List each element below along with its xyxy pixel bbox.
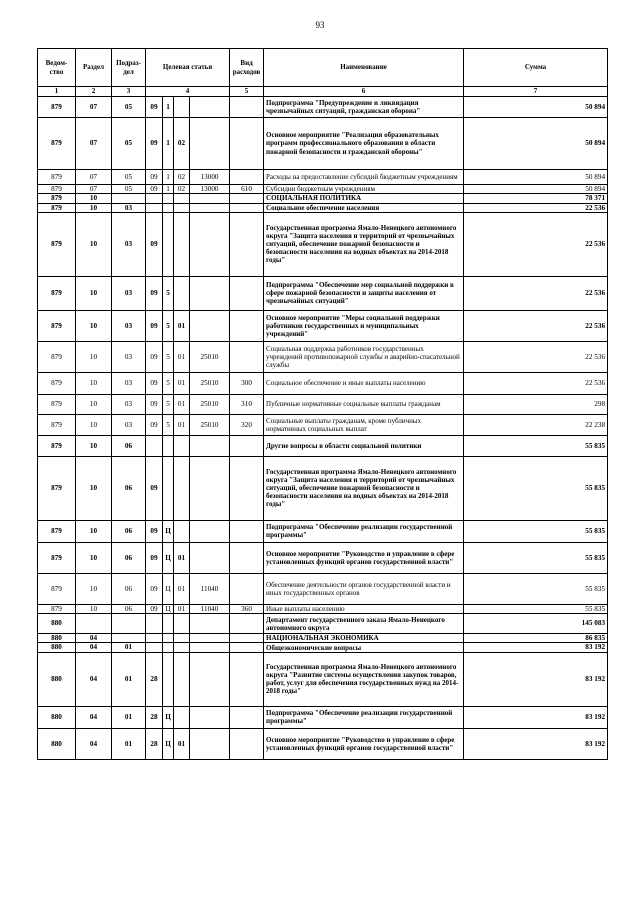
razdel-cell xyxy=(76,614,112,634)
sum-cell: 22 536 xyxy=(464,203,608,212)
target-subprogram-cell xyxy=(163,456,174,520)
target-direction-cell xyxy=(190,435,230,456)
name-cell: Социальное обеспечение и иные выплаты населению xyxy=(264,372,464,394)
sum-cell: 83 192 xyxy=(464,652,608,706)
name-cell: Публичные нормативные социальные выплаты гражданам xyxy=(264,394,464,414)
table-row xyxy=(38,614,608,634)
target-measure-cell xyxy=(174,97,190,118)
podrazdel-cell: 06 xyxy=(112,456,146,520)
name-cell: Другие вопросы в области социальной политики xyxy=(264,435,464,456)
target-subprogram-cell: Ц xyxy=(163,604,174,613)
target-direction-cell xyxy=(190,276,230,310)
header-sum: Сумма xyxy=(464,49,608,87)
podrazdel-cell: 05 xyxy=(112,118,146,170)
name-cell: Основное мероприятие "Реализация образовательных программ профессионального образования в области пожарной безопасности и гражданской обороны" xyxy=(264,118,464,170)
podrazdel-cell xyxy=(112,614,146,634)
sum-cell: 55 835 xyxy=(464,542,608,573)
target-measure-cell xyxy=(174,456,190,520)
table-row xyxy=(38,414,608,435)
table-row xyxy=(38,276,608,310)
sum-cell: 86 835 xyxy=(464,634,608,643)
vedomstvo-cell: 879 xyxy=(38,310,76,341)
target-measure-cell xyxy=(174,643,190,652)
razdel-cell: 07 xyxy=(76,170,112,185)
name-cell: Расходы на предоставление субсидий бюджетным учреждениям xyxy=(264,170,464,185)
razdel-cell: 04 xyxy=(76,728,112,759)
razdel-cell: 07 xyxy=(76,185,112,194)
vedomstvo-cell: 880 xyxy=(38,706,76,728)
name-cell: Подпрограмма "Обеспечение мер социальной поддержки в сфере пожарной безопасности и защиты населения от чрезвычайных ситуаций" xyxy=(264,276,464,310)
index-cell: 3 xyxy=(112,87,146,97)
target-program-cell: 09 xyxy=(146,118,163,170)
vid-cell xyxy=(230,276,264,310)
razdel-cell: 10 xyxy=(76,604,112,613)
target-subprogram-cell: 5 xyxy=(163,310,174,341)
target-direction-cell: 25010 xyxy=(190,394,230,414)
name-cell: Основное мероприятие "Руководство и управление в сфере установленных функций органов государственной власти" xyxy=(264,542,464,573)
sum-cell: 298 xyxy=(464,394,608,414)
vid-cell xyxy=(230,520,264,542)
name-cell: Социальная поддержка работников государственных учреждений противопожарной службы и аварийно-спасательной службы xyxy=(264,341,464,372)
target-subprogram-cell: Ц xyxy=(163,542,174,573)
name-cell: Общеэкономические вопросы xyxy=(264,643,464,652)
vedomstvo-cell: 879 xyxy=(38,435,76,456)
table-row xyxy=(38,212,608,276)
vedomstvo-cell: 880 xyxy=(38,728,76,759)
target-subprogram-cell: Ц xyxy=(163,728,174,759)
razdel-cell: 10 xyxy=(76,310,112,341)
razdel-cell: 10 xyxy=(76,520,112,542)
table-row xyxy=(38,573,608,604)
vedomstvo-cell: 879 xyxy=(38,573,76,604)
target-measure-cell xyxy=(174,614,190,634)
table-row xyxy=(38,170,608,185)
vid-cell xyxy=(230,652,264,706)
podrazdel-cell: 03 xyxy=(112,372,146,394)
vid-cell xyxy=(230,542,264,573)
vedomstvo-cell: 879 xyxy=(38,212,76,276)
razdel-cell: 10 xyxy=(76,341,112,372)
header-podrazdel: Подраз- дел xyxy=(112,49,146,87)
name-cell: СОЦИАЛЬНАЯ ПОЛИТИКА xyxy=(264,194,464,203)
target-subprogram-cell: 1 xyxy=(163,185,174,194)
target-program-cell xyxy=(146,634,163,643)
table-row xyxy=(38,634,608,643)
target-program-cell xyxy=(146,643,163,652)
name-cell: Департамент государственного заказа Ямало-Ненецкого автономного округа xyxy=(264,614,464,634)
vid-cell xyxy=(230,310,264,341)
target-measure-cell: 01 xyxy=(174,394,190,414)
target-measure-cell: 01 xyxy=(174,604,190,613)
target-direction-cell xyxy=(190,728,230,759)
target-direction-cell xyxy=(190,634,230,643)
podrazdel-cell: 03 xyxy=(112,203,146,212)
vedomstvo-cell: 879 xyxy=(38,341,76,372)
name-cell: Государственная программа Ямало-Ненецкого автономного округа "Развитие системы осуществления закупок товаров, работ, услуг для обеспечения государственных нужд на 2014-2018 годы" xyxy=(264,652,464,706)
target-subprogram-cell xyxy=(163,643,174,652)
razdel-cell: 10 xyxy=(76,456,112,520)
table-row xyxy=(38,456,608,520)
name-cell: Социальные выплаты гражданам, кроме публичных нормативных социальных выплат xyxy=(264,414,464,435)
target-direction-cell xyxy=(190,97,230,118)
target-measure-cell xyxy=(174,652,190,706)
target-program-cell xyxy=(146,435,163,456)
razdel-cell: 10 xyxy=(76,542,112,573)
vedomstvo-cell: 880 xyxy=(38,634,76,643)
sum-cell: 55 835 xyxy=(464,573,608,604)
razdel-cell: 10 xyxy=(76,276,112,310)
razdel-cell: 04 xyxy=(76,652,112,706)
sum-cell: 55 835 xyxy=(464,435,608,456)
razdel-cell: 04 xyxy=(76,634,112,643)
target-program-cell xyxy=(146,194,163,203)
table-row xyxy=(38,203,608,212)
target-direction-cell xyxy=(190,542,230,573)
target-measure-cell: 02 xyxy=(174,185,190,194)
target-direction-cell xyxy=(190,520,230,542)
sum-cell: 83 192 xyxy=(464,706,608,728)
target-subprogram-cell: 1 xyxy=(163,118,174,170)
table-row xyxy=(38,118,608,170)
vedomstvo-cell: 879 xyxy=(38,456,76,520)
header-name: Наименование xyxy=(264,49,464,87)
name-cell: Подпрограмма "Обеспечение реализации государственной программы" xyxy=(264,520,464,542)
target-subprogram-cell: 5 xyxy=(163,341,174,372)
name-cell: Подпрограмма "Предупреждение и ликвидация чрезвычайных ситуаций, гражданская оборона" xyxy=(264,97,464,118)
podrazdel-cell xyxy=(112,634,146,643)
vid-cell xyxy=(230,614,264,634)
index-cell: 7 xyxy=(464,87,608,97)
vid-cell xyxy=(230,435,264,456)
target-measure-cell xyxy=(174,520,190,542)
vid-cell xyxy=(230,728,264,759)
sum-cell: 50 894 xyxy=(464,97,608,118)
index-cell: 5 xyxy=(230,87,264,97)
target-subprogram-cell: 5 xyxy=(163,372,174,394)
target-measure-cell: 01 xyxy=(174,542,190,573)
target-program-cell: 28 xyxy=(146,728,163,759)
podrazdel-cell: 06 xyxy=(112,573,146,604)
sum-cell: 50 894 xyxy=(464,185,608,194)
target-program-cell: 09 xyxy=(146,573,163,604)
table-row xyxy=(38,394,608,414)
podrazdel-cell: 03 xyxy=(112,212,146,276)
target-direction-cell: 13000 xyxy=(190,185,230,194)
target-measure-cell xyxy=(174,435,190,456)
razdel-cell: 07 xyxy=(76,118,112,170)
vedomstvo-cell: 879 xyxy=(38,170,76,185)
target-direction-cell: 25010 xyxy=(190,372,230,394)
table-row xyxy=(38,194,608,203)
razdel-cell: 10 xyxy=(76,212,112,276)
table-row xyxy=(38,643,608,652)
podrazdel-cell: 03 xyxy=(112,310,146,341)
vedomstvo-cell: 879 xyxy=(38,414,76,435)
table-row xyxy=(38,520,608,542)
razdel-cell: 04 xyxy=(76,706,112,728)
sum-cell: 55 835 xyxy=(464,604,608,613)
table-row xyxy=(38,310,608,341)
target-direction-cell xyxy=(190,194,230,203)
target-subprogram-cell: 5 xyxy=(163,276,174,310)
razdel-cell: 10 xyxy=(76,372,112,394)
podrazdel-cell: 06 xyxy=(112,520,146,542)
target-subprogram-cell xyxy=(163,435,174,456)
podrazdel-cell: 03 xyxy=(112,276,146,310)
target-measure-cell xyxy=(174,276,190,310)
target-direction-cell: 13000 xyxy=(190,170,230,185)
razdel-cell: 10 xyxy=(76,573,112,604)
target-direction-cell xyxy=(190,652,230,706)
podrazdel-cell: 06 xyxy=(112,542,146,573)
target-direction-cell: 11040 xyxy=(190,573,230,604)
index-cell: 6 xyxy=(264,87,464,97)
vid-cell xyxy=(230,573,264,604)
razdel-cell: 07 xyxy=(76,97,112,118)
index-cell: 1 xyxy=(38,87,76,97)
header-vedomstvo: Ведом- ство xyxy=(38,49,76,87)
podrazdel-cell: 05 xyxy=(112,170,146,185)
vid-cell: 300 xyxy=(230,372,264,394)
target-direction-cell xyxy=(190,203,230,212)
vedomstvo-cell: 879 xyxy=(38,276,76,310)
vid-cell: 610 xyxy=(230,185,264,194)
target-direction-cell: 11040 xyxy=(190,604,230,613)
razdel-cell: 10 xyxy=(76,194,112,203)
target-direction-cell xyxy=(190,643,230,652)
target-program-cell: 09 xyxy=(146,604,163,613)
vedomstvo-cell: 879 xyxy=(38,394,76,414)
target-direction-cell: 25010 xyxy=(190,414,230,435)
target-measure-cell xyxy=(174,203,190,212)
table-row xyxy=(38,435,608,456)
target-subprogram-cell xyxy=(163,203,174,212)
name-cell: Государственная программа Ямало-Ненецкого автономного округа "Защита населения и территорий от чрезвычайных ситуаций, обеспечение пожарной безопасности и безопасности населения на водных объектах на 2014-2018 годы" xyxy=(264,456,464,520)
vedomstvo-cell: 880 xyxy=(38,643,76,652)
sum-cell: 78 371 xyxy=(464,194,608,203)
sum-cell: 22 536 xyxy=(464,372,608,394)
target-program-cell: 09 xyxy=(146,414,163,435)
target-program-cell: 09 xyxy=(146,341,163,372)
vid-cell xyxy=(230,706,264,728)
target-program-cell xyxy=(146,614,163,634)
target-direction-cell xyxy=(190,212,230,276)
sum-cell: 55 835 xyxy=(464,456,608,520)
target-measure-cell: 01 xyxy=(174,372,190,394)
podrazdel-cell: 03 xyxy=(112,341,146,372)
header-razdel: Раздел xyxy=(76,49,112,87)
table-row xyxy=(38,341,608,372)
vid-cell: 360 xyxy=(230,604,264,613)
target-subprogram-cell xyxy=(163,652,174,706)
target-direction-cell: 25010 xyxy=(190,341,230,372)
vid-cell xyxy=(230,341,264,372)
vid-cell xyxy=(230,203,264,212)
razdel-cell: 10 xyxy=(76,203,112,212)
sum-cell: 55 835 xyxy=(464,520,608,542)
table-row xyxy=(38,97,608,118)
sum-cell: 22 536 xyxy=(464,341,608,372)
target-program-cell: 09 xyxy=(146,456,163,520)
sum-cell: 22 238 xyxy=(464,414,608,435)
target-program-cell: 28 xyxy=(146,706,163,728)
target-measure-cell: 02 xyxy=(174,170,190,185)
podrazdel-cell xyxy=(112,194,146,203)
target-direction-cell xyxy=(190,310,230,341)
vid-cell xyxy=(230,97,264,118)
vid-cell xyxy=(230,170,264,185)
table-row xyxy=(38,728,608,759)
vid-cell xyxy=(230,634,264,643)
table-row xyxy=(38,652,608,706)
index-row xyxy=(38,87,608,97)
target-subprogram-cell: 1 xyxy=(163,170,174,185)
vid-cell xyxy=(230,118,264,170)
target-subprogram-cell: Ц xyxy=(163,706,174,728)
vedomstvo-cell: 879 xyxy=(38,97,76,118)
target-direction-cell xyxy=(190,706,230,728)
razdel-cell: 10 xyxy=(76,394,112,414)
target-subprogram-cell: 5 xyxy=(163,414,174,435)
name-cell: НАЦИОНАЛЬНАЯ ЭКОНОМИКА xyxy=(264,634,464,643)
target-measure-cell: 01 xyxy=(174,310,190,341)
sum-cell: 50 894 xyxy=(464,170,608,185)
vedomstvo-cell: 879 xyxy=(38,203,76,212)
sum-cell: 22 536 xyxy=(464,276,608,310)
sum-cell: 50 894 xyxy=(464,118,608,170)
razdel-cell: 04 xyxy=(76,643,112,652)
name-cell: Социальное обеспечение населения xyxy=(264,203,464,212)
target-direction-cell xyxy=(190,614,230,634)
target-measure-cell xyxy=(174,706,190,728)
target-subprogram-cell: 1 xyxy=(163,97,174,118)
podrazdel-cell: 06 xyxy=(112,604,146,613)
target-program-cell: 09 xyxy=(146,372,163,394)
index-cell: 2 xyxy=(76,87,112,97)
name-cell: Государственная программа Ямало-Ненецкого автономного округа "Защита населения и территорий от чрезвычайных ситуаций, обеспечение пожарной безопасности и безопасности населения на водных объектах на 2014-2018 годы" xyxy=(264,212,464,276)
podrazdel-cell: 01 xyxy=(112,652,146,706)
header-vid: Вид расходов xyxy=(230,49,264,87)
razdel-cell: 10 xyxy=(76,435,112,456)
podrazdel-cell: 01 xyxy=(112,728,146,759)
name-cell: Иные выплаты населению xyxy=(264,604,464,613)
target-program-cell: 09 xyxy=(146,170,163,185)
vid-cell: 320 xyxy=(230,414,264,435)
vedomstvo-cell: 879 xyxy=(38,118,76,170)
header-row xyxy=(38,49,608,87)
sum-cell: 83 192 xyxy=(464,643,608,652)
podrazdel-cell: 01 xyxy=(112,643,146,652)
vedomstvo-cell: 880 xyxy=(38,614,76,634)
target-program-cell: 09 xyxy=(146,394,163,414)
target-subprogram-cell xyxy=(163,212,174,276)
target-program-cell: 09 xyxy=(146,520,163,542)
vedomstvo-cell: 879 xyxy=(38,520,76,542)
sum-cell: 145 083 xyxy=(464,614,608,634)
target-program-cell: 09 xyxy=(146,185,163,194)
razdel-cell: 10 xyxy=(76,414,112,435)
name-cell: Основное мероприятие "Меры социальной поддержки работников государственных и муниципальных учреждений" xyxy=(264,310,464,341)
target-subprogram-cell: Ц xyxy=(163,520,174,542)
header-target: Целевая статья xyxy=(146,49,230,87)
table-row xyxy=(38,604,608,613)
target-direction-cell xyxy=(190,456,230,520)
target-program-cell: 09 xyxy=(146,212,163,276)
target-program-cell: 09 xyxy=(146,97,163,118)
vid-cell xyxy=(230,212,264,276)
target-measure-cell xyxy=(174,634,190,643)
vedomstvo-cell: 879 xyxy=(38,372,76,394)
target-measure-cell: 01 xyxy=(174,341,190,372)
podrazdel-cell: 03 xyxy=(112,394,146,414)
target-measure-cell: 01 xyxy=(174,414,190,435)
index-cell: 4 xyxy=(146,87,230,97)
target-subprogram-cell xyxy=(163,614,174,634)
target-measure-cell: 02 xyxy=(174,118,190,170)
table-row xyxy=(38,542,608,573)
target-program-cell: 09 xyxy=(146,310,163,341)
target-subprogram-cell xyxy=(163,634,174,643)
table-row xyxy=(38,706,608,728)
target-direction-cell xyxy=(190,118,230,170)
target-measure-cell: 01 xyxy=(174,728,190,759)
vedomstvo-cell: 879 xyxy=(38,542,76,573)
podrazdel-cell: 06 xyxy=(112,435,146,456)
name-cell: Основное мероприятие "Руководство и управление в сфере установленных функций органов государственной власти" xyxy=(264,728,464,759)
target-measure-cell: 01 xyxy=(174,573,190,604)
sum-cell: 83 192 xyxy=(464,728,608,759)
sum-cell: 22 536 xyxy=(464,310,608,341)
vid-cell xyxy=(230,643,264,652)
vid-cell xyxy=(230,194,264,203)
podrazdel-cell: 05 xyxy=(112,185,146,194)
vedomstvo-cell: 879 xyxy=(38,194,76,203)
vedomstvo-cell: 879 xyxy=(38,185,76,194)
target-subprogram-cell xyxy=(163,194,174,203)
vedomstvo-cell: 879 xyxy=(38,604,76,613)
target-program-cell: 09 xyxy=(146,276,163,310)
name-cell: Подпрограмма "Обеспечение реализации государственной программы" xyxy=(264,706,464,728)
sum-cell: 22 536 xyxy=(464,212,608,276)
podrazdel-cell: 05 xyxy=(112,97,146,118)
podrazdel-cell: 03 xyxy=(112,414,146,435)
target-program-cell xyxy=(146,203,163,212)
target-measure-cell xyxy=(174,212,190,276)
target-program-cell: 09 xyxy=(146,542,163,573)
name-cell: Обеспечение деятельности органов государственной власти и иных государственных органов xyxy=(264,573,464,604)
name-cell: Субсидии бюджетным учреждениям xyxy=(264,185,464,194)
target-subprogram-cell: Ц xyxy=(163,573,174,604)
target-measure-cell xyxy=(174,194,190,203)
podrazdel-cell: 01 xyxy=(112,706,146,728)
table-row xyxy=(38,185,608,194)
target-subprogram-cell: 5 xyxy=(163,394,174,414)
table-row xyxy=(38,372,608,394)
vid-cell: 310 xyxy=(230,394,264,414)
target-program-cell: 28 xyxy=(146,652,163,706)
page-number: 93 xyxy=(315,20,325,30)
budget-table xyxy=(37,48,608,760)
vid-cell xyxy=(230,456,264,520)
vedomstvo-cell: 880 xyxy=(38,652,76,706)
